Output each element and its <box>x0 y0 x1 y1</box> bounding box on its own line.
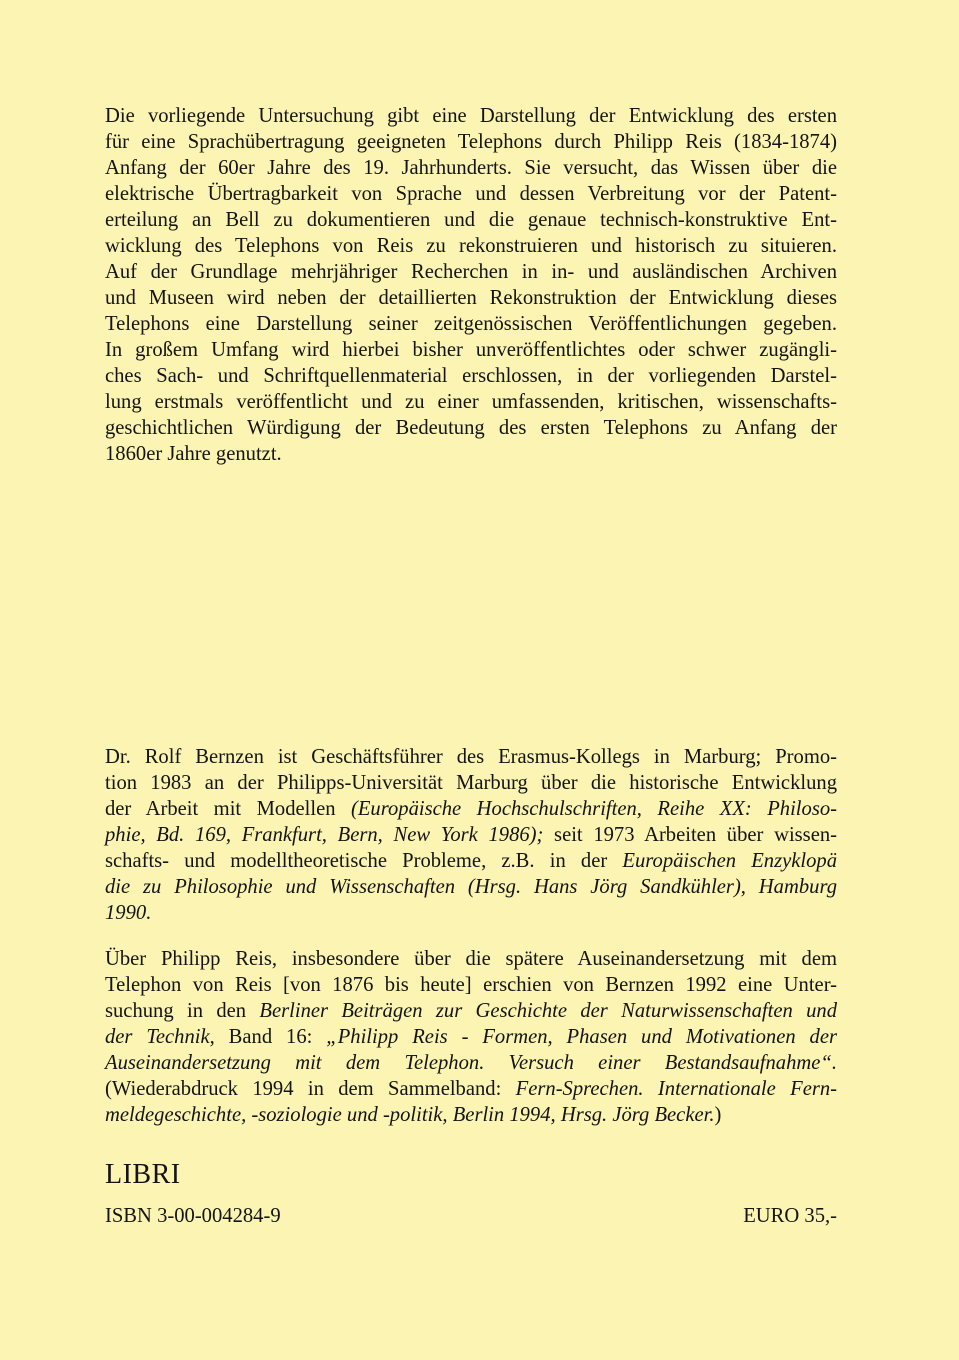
isbn: ISBN 3-00-004284-9 <box>105 1205 281 1227</box>
reis-line: Über Philipp Reis, insbesondere über die spätere Auseinandersetzung mit dem <box>105 948 837 970</box>
abstract-line: für eine Sprachübertragung geeigneten Telephons durch Philipp Reis (1834-1874) <box>105 131 837 153</box>
bio-text: seit 1973 Arbeiten über wissen- <box>543 824 837 846</box>
abstract-line: ches Sach- und Schriftquellenmaterial erschlossen, in der vorliegenden Darstel- <box>105 365 837 387</box>
bio-line: Dr. Rolf Bernzen ist Geschäftsführer des Erasmus-Kollegs in Marburg; Promo- <box>105 746 837 768</box>
abstract-paragraph <box>105 103 837 467</box>
abstract-line: geschichtlichen Würdigung der Bedeutung des ersten Telephons zu Anfang der <box>105 417 837 439</box>
bio-line <box>105 796 837 822</box>
reis-line: Telephon von Reis [von 1876 bis heute] erschien von Bernzen 1992 eine Unter- <box>105 974 837 996</box>
reis-journal-title: der Technik <box>105 1026 210 1048</box>
abstract-line: Auf der Grundlage mehrjähriger Recherchen in in- und ausländischen Archiven <box>105 261 837 283</box>
bio-text: der Arbeit mit Modellen <box>105 798 351 820</box>
reis-journal-title: Berliner Beiträgen zur Geschichte der Naturwissenschaften und <box>259 1000 837 1022</box>
bio-line: tion 1983 an der Philipps-Universität Marburg über die historische Entwicklung <box>105 772 837 794</box>
author-bio-paragraph <box>105 744 837 926</box>
bio-text: schafts- und modelltheoretische Probleme, z.B. in der <box>105 850 623 872</box>
bio-series-title: phie, Bd. 169, Frankfurt, Bern, New York 1986); <box>105 824 544 846</box>
abstract-line: Telephons eine Darstellung seiner zeitgenössischen Veröffentlichungen gegeben. <box>105 313 837 335</box>
reis-publication-paragraph <box>105 946 837 1128</box>
abstract-line: 1860er Jahre genutzt. <box>105 443 282 465</box>
reis-line <box>105 1024 837 1050</box>
bio-line <box>105 822 837 848</box>
abstract-line: Die vorliegende Untersuchung gibt eine Darstellung der Entwicklung des ersten <box>105 105 837 127</box>
publisher-name: LIBRI <box>105 1159 181 1190</box>
abstract-line: und Museen wird neben der detaillierten Rekonstruktion der Entwicklung dieses <box>105 287 837 309</box>
bio-encyclopedia-title: die zu Philosophie und Wissenschaften (Hrsg. Hans Jörg Sandkühler), Hamburg <box>105 876 837 898</box>
bio-line <box>105 848 837 874</box>
abstract-line: In großem Umfang wird hierbei bisher unveröffentlichtes oder schwer zugängli- <box>105 339 837 361</box>
bio-line <box>105 900 837 926</box>
reis-text: ) <box>714 1104 722 1126</box>
bio-series-title: (Europäische Hochschulschriften, Reihe XX: Philoso- <box>351 798 837 820</box>
reis-line <box>105 1076 837 1102</box>
reis-article-title: Auseinandersetzung mit dem Telephon. Versuch einer Bestandsaufnahme“. <box>105 1052 837 1074</box>
abstract-line: lung erstmals veröffentlicht und zu einer umfassenden, kritischen, wissenschafts- <box>105 391 837 413</box>
abstract-line: wicklung des Telephons von Reis zu rekonstruieren und historisch zu situieren. <box>105 235 837 257</box>
reis-article-title: „Philipp Reis - Formen, Phasen und Motivationen der <box>326 1026 837 1048</box>
bio-encyclopedia-year: 1990. <box>105 902 152 924</box>
reis-text: , Band 16: <box>209 1026 327 1048</box>
abstract-line: Anfang der 60er Jahre des 19. Jahrhunderts. Sie versucht, das Wissen über die <box>105 157 837 179</box>
reis-text: suchung in den <box>105 1000 260 1022</box>
reis-line <box>105 1102 837 1128</box>
bio-encyclopedia-title: Europäischen Enzyklopä <box>622 850 837 872</box>
reis-line <box>105 998 837 1024</box>
reis-text: (Wiederabdruck 1994 in dem Sammelband: <box>105 1078 516 1100</box>
bio-line <box>105 874 837 900</box>
reis-anthology-title: Fern-Sprechen. Internationale Fern- <box>515 1078 837 1100</box>
reis-anthology-title: meldegeschichte, -soziologie und -politik, Berlin 1994, Hrsg. Jörg Becker. <box>105 1104 715 1126</box>
reis-line <box>105 1050 837 1076</box>
price: EURO 35,- <box>743 1205 837 1227</box>
abstract-line: erteilung an Bell zu dokumentieren und die genaue technisch-konstruktive Ent- <box>105 209 837 231</box>
abstract-line: elektrische Übertragbarkeit von Sprache und dessen Verbreitung vor der Patent- <box>105 183 837 205</box>
